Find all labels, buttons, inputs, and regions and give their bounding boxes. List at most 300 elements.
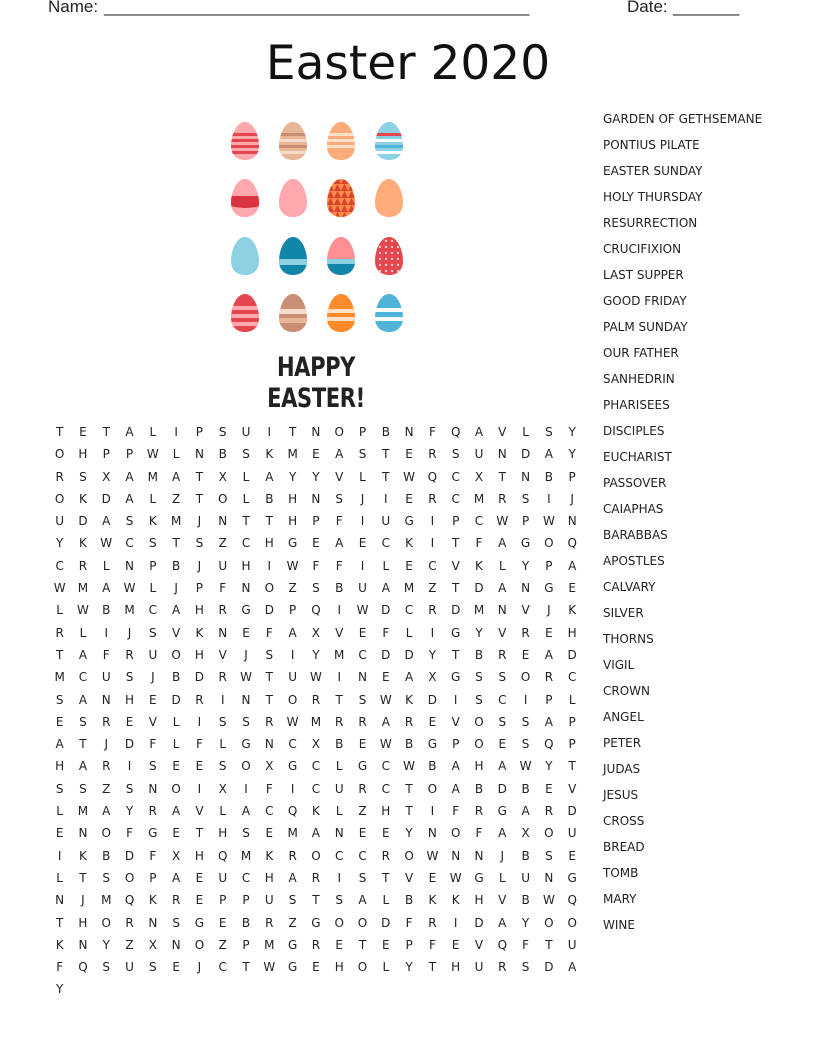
grid-letter[interactable]: I xyxy=(430,625,435,640)
grid-letter[interactable]: N xyxy=(404,425,414,439)
grid-letter[interactable]: R xyxy=(265,714,274,729)
grid-letter[interactable]: A xyxy=(568,558,577,573)
grid-letter[interactable]: S xyxy=(242,826,250,841)
grid-letter[interactable]: X xyxy=(148,937,157,952)
grid-letter[interactable]: N xyxy=(55,893,65,908)
grid-letter[interactable]: M xyxy=(473,603,485,618)
grid-letter[interactable]: H xyxy=(451,960,461,975)
grid-letter[interactable]: R xyxy=(171,893,181,908)
grid-letter[interactable]: F xyxy=(265,781,273,796)
grid-letter[interactable]: S xyxy=(545,848,553,863)
grid-letter[interactable]: R xyxy=(311,870,321,885)
grid-letter[interactable]: L xyxy=(219,737,227,752)
grid-letter[interactable]: D xyxy=(381,603,391,618)
grid-letter[interactable]: C xyxy=(451,491,460,506)
grid-letter[interactable]: W xyxy=(286,714,299,729)
grid-letter[interactable]: X xyxy=(311,737,321,752)
grid-letter[interactable]: I xyxy=(337,603,341,618)
grid-letter[interactable]: A xyxy=(311,826,321,841)
grid-letter[interactable]: R xyxy=(474,804,484,819)
grid-letter[interactable]: E xyxy=(545,781,553,796)
grid-letter[interactable]: Z xyxy=(358,804,367,819)
grid-letter[interactable]: P xyxy=(288,603,297,618)
grid-letter[interactable]: A xyxy=(125,425,134,439)
grid-letter[interactable]: N xyxy=(194,447,204,462)
grid-letter[interactable]: T xyxy=(568,759,576,774)
grid-letter[interactable]: N xyxy=(497,447,507,462)
grid-letter[interactable]: S xyxy=(242,447,250,462)
grid-letter[interactable]: N xyxy=(241,692,251,707)
grid-letter[interactable]: K xyxy=(195,625,204,640)
grid-letter[interactable]: I xyxy=(197,714,202,729)
grid-letter[interactable]: D xyxy=(497,781,507,796)
grid-letter[interactable]: T xyxy=(102,425,110,439)
grid-letter[interactable]: C xyxy=(381,536,390,551)
grid-letter[interactable]: L xyxy=(498,558,506,573)
grid-letter[interactable]: R xyxy=(404,714,414,729)
grid-letter[interactable]: H xyxy=(218,826,228,841)
grid-letter[interactable]: N xyxy=(78,826,88,841)
grid-letter[interactable]: T xyxy=(195,469,204,484)
grid-letter[interactable]: T xyxy=(452,581,460,596)
grid-letter[interactable]: O xyxy=(241,759,251,774)
grid-letter[interactable]: X xyxy=(218,781,227,796)
grid-letter[interactable]: A xyxy=(521,804,530,819)
grid-letter[interactable]: E xyxy=(405,558,413,573)
grid-letter[interactable]: O xyxy=(357,915,368,930)
grid-letter[interactable]: P xyxy=(102,447,110,462)
grid-letter[interactable]: L xyxy=(149,581,157,596)
grid-letter[interactable]: D xyxy=(451,603,461,618)
grid-letter[interactable]: D xyxy=(427,692,438,707)
grid-letter[interactable]: O xyxy=(520,670,531,685)
grid-letter[interactable]: R xyxy=(335,714,344,729)
grid-letter[interactable]: E xyxy=(358,826,367,841)
grid-letter[interactable]: A xyxy=(498,759,507,774)
grid-letter[interactable]: T xyxy=(335,692,343,707)
grid-letter[interactable]: B xyxy=(102,848,111,863)
grid-letter[interactable]: O xyxy=(54,491,65,506)
grid-letter[interactable]: T xyxy=(452,536,460,551)
grid-letter[interactable]: N xyxy=(451,848,461,863)
grid-letter[interactable]: A xyxy=(172,603,181,618)
grid-letter[interactable]: J xyxy=(151,670,155,685)
grid-letter[interactable]: E xyxy=(218,915,227,930)
grid-letter[interactable]: S xyxy=(172,915,180,930)
grid-letter[interactable]: H xyxy=(288,491,298,506)
grid-letter[interactable]: M xyxy=(287,826,298,841)
grid-letter[interactable]: R xyxy=(288,848,297,863)
grid-letter[interactable]: S xyxy=(498,714,507,729)
grid-letter[interactable]: S xyxy=(358,447,367,462)
grid-letter[interactable]: S xyxy=(335,491,344,506)
grid-letter[interactable]: M xyxy=(334,647,345,662)
grid-letter[interactable]: V xyxy=(148,714,157,729)
grid-letter[interactable]: E xyxy=(358,625,367,640)
grid-letter[interactable]: H xyxy=(241,558,251,573)
grid-letter[interactable]: L xyxy=(149,425,157,439)
grid-letter[interactable]: K xyxy=(475,558,483,573)
grid-letter[interactable]: S xyxy=(498,670,507,685)
grid-letter[interactable]: Z xyxy=(428,581,437,596)
grid-letter[interactable]: A xyxy=(265,469,274,484)
grid-letter[interactable]: A xyxy=(102,581,111,596)
grid-letter[interactable]: E xyxy=(358,737,367,752)
grid-letter[interactable]: A xyxy=(381,714,390,729)
grid-letter[interactable]: V xyxy=(404,870,414,885)
grid-letter[interactable]: S xyxy=(521,714,530,729)
grid-letter[interactable]: H xyxy=(194,603,204,618)
grid-letter[interactable]: V xyxy=(521,603,530,618)
grid-letter[interactable]: C xyxy=(265,804,274,819)
grid-letter[interactable]: G xyxy=(287,536,298,551)
grid-letter[interactable]: M xyxy=(264,937,275,952)
grid-letter[interactable]: P xyxy=(242,893,250,908)
grid-letter[interactable]: R xyxy=(498,960,507,975)
grid-letter[interactable]: T xyxy=(195,826,204,841)
grid-letter[interactable]: N xyxy=(241,581,251,596)
grid-letter[interactable]: T xyxy=(288,425,297,439)
grid-letter[interactable]: E xyxy=(55,714,64,729)
grid-letter[interactable]: L xyxy=(149,491,157,506)
grid-letter[interactable]: B xyxy=(335,581,344,596)
grid-letter[interactable]: Y xyxy=(405,960,413,975)
grid-letter[interactable]: D xyxy=(520,447,531,462)
grid-letter[interactable]: Z xyxy=(102,781,111,796)
grid-letter[interactable]: C xyxy=(311,759,321,774)
grid-letter[interactable]: P xyxy=(405,937,413,952)
grid-letter[interactable]: V xyxy=(451,558,460,573)
grid-letter[interactable]: P xyxy=(195,581,204,596)
grid-letter[interactable]: G xyxy=(357,759,368,774)
grid-letter[interactable]: T xyxy=(55,915,64,930)
grid-letter[interactable]: E xyxy=(312,536,320,551)
grid-letter[interactable]: B xyxy=(218,447,227,462)
grid-letter[interactable]: E xyxy=(335,937,343,952)
grid-letter[interactable]: H xyxy=(194,647,204,662)
grid-letter[interactable]: X xyxy=(102,469,111,484)
grid-letter[interactable]: S xyxy=(312,581,320,596)
grid-letter[interactable]: D xyxy=(544,960,554,975)
grid-letter[interactable]: M xyxy=(170,514,182,529)
grid-letter[interactable]: R xyxy=(428,447,437,462)
grid-letter[interactable]: S xyxy=(545,425,553,439)
grid-letter[interactable]: T xyxy=(452,647,460,662)
grid-letter[interactable]: S xyxy=(149,759,157,774)
grid-letter[interactable]: O xyxy=(264,581,275,596)
grid-letter[interactable]: W xyxy=(379,737,392,752)
grid-letter[interactable]: P xyxy=(358,425,367,439)
grid-letter[interactable]: Z xyxy=(288,581,297,596)
grid-letter[interactable]: E xyxy=(172,759,180,774)
grid-letter[interactable]: D xyxy=(194,670,205,685)
grid-letter[interactable]: M xyxy=(473,491,485,506)
grid-letter[interactable]: Q xyxy=(497,937,508,952)
grid-letter[interactable]: T xyxy=(242,960,250,975)
grid-letter[interactable]: T xyxy=(498,469,506,484)
grid-letter[interactable]: S xyxy=(149,536,157,551)
grid-letter[interactable]: B xyxy=(474,647,484,662)
grid-letter[interactable]: W xyxy=(240,670,252,685)
grid-letter[interactable]: L xyxy=(405,625,413,640)
grid-letter[interactable]: W xyxy=(77,603,89,618)
grid-letter[interactable]: A xyxy=(78,759,88,774)
grid-letter[interactable]: E xyxy=(55,826,64,841)
grid-letter[interactable]: R xyxy=(544,670,554,685)
grid-letter[interactable]: O xyxy=(474,714,484,729)
grid-letter[interactable]: J xyxy=(244,647,248,662)
grid-letter[interactable]: H xyxy=(264,536,274,551)
grid-letter[interactable]: R xyxy=(358,714,367,729)
grid-letter[interactable]: M xyxy=(287,447,298,462)
grid-letter[interactable]: H xyxy=(78,915,88,930)
grid-letter[interactable]: S xyxy=(265,647,274,662)
grid-letter[interactable]: I xyxy=(290,647,295,662)
grid-letter[interactable]: Y xyxy=(568,447,576,462)
grid-letter[interactable]: I xyxy=(360,514,365,529)
grid-letter[interactable]: R xyxy=(55,625,64,640)
grid-letter[interactable]: V xyxy=(498,425,507,439)
grid-letter[interactable]: L xyxy=(382,558,390,573)
grid-letter[interactable]: K xyxy=(405,536,414,551)
grid-letter[interactable]: W xyxy=(356,603,369,618)
grid-letter[interactable]: V xyxy=(335,625,344,640)
grid-letter[interactable]: I xyxy=(430,536,435,551)
grid-letter[interactable]: Q xyxy=(567,536,577,551)
grid-letter[interactable]: B xyxy=(521,893,530,908)
grid-letter[interactable]: W xyxy=(403,759,416,774)
grid-letter[interactable]: O xyxy=(544,915,554,930)
grid-letter[interactable]: G xyxy=(287,937,298,952)
grid-letter[interactable]: E xyxy=(382,937,390,952)
grid-letter[interactable]: I xyxy=(384,491,388,506)
grid-letter[interactable]: D xyxy=(381,647,391,662)
grid-letter[interactable]: U xyxy=(567,826,577,841)
grid-letter[interactable]: E xyxy=(568,581,576,596)
grid-letter[interactable]: M xyxy=(77,804,89,819)
grid-letter[interactable]: Q xyxy=(450,425,461,439)
grid-letter[interactable]: C xyxy=(125,536,134,551)
grid-letter[interactable]: H xyxy=(474,893,484,908)
grid-letter[interactable]: V xyxy=(335,469,344,484)
grid-letter[interactable]: Y xyxy=(55,536,64,551)
grid-letter[interactable]: N xyxy=(427,826,437,841)
grid-letter[interactable]: I xyxy=(127,759,132,774)
grid-letter[interactable]: U xyxy=(55,514,65,529)
grid-letter[interactable]: S xyxy=(218,425,227,439)
grid-letter[interactable]: O xyxy=(544,536,554,551)
grid-letter[interactable]: F xyxy=(149,848,157,863)
grid-letter[interactable]: L xyxy=(335,804,343,819)
grid-letter[interactable]: S xyxy=(55,781,64,796)
grid-letter[interactable]: R xyxy=(125,915,134,930)
grid-letter[interactable]: S xyxy=(195,536,204,551)
grid-letter[interactable]: S xyxy=(335,893,344,908)
grid-letter[interactable]: D xyxy=(567,804,577,819)
grid-letter[interactable]: N xyxy=(544,870,554,885)
grid-letter[interactable]: T xyxy=(79,737,87,752)
grid-letter[interactable]: G xyxy=(148,826,158,841)
grid-letter[interactable]: W xyxy=(542,514,555,529)
grid-letter[interactable]: C xyxy=(474,514,484,529)
grid-letter[interactable]: A xyxy=(78,647,88,662)
grid-letter[interactable]: W xyxy=(286,558,299,573)
grid-letter[interactable]: C xyxy=(381,759,390,774)
grid-letter[interactable]: O xyxy=(171,781,181,796)
grid-letter[interactable]: C xyxy=(288,737,297,752)
grid-letter[interactable]: P xyxy=(149,558,157,573)
grid-letter[interactable]: B xyxy=(428,759,437,774)
grid-letter[interactable]: W xyxy=(519,759,532,774)
grid-letter[interactable]: Q xyxy=(311,603,321,618)
grid-letter[interactable]: P xyxy=(312,514,320,529)
grid-letter[interactable]: Q xyxy=(567,893,577,908)
grid-letter[interactable]: A xyxy=(241,804,251,819)
grid-letter[interactable]: M xyxy=(403,581,415,596)
grid-letter[interactable]: Y xyxy=(55,982,64,997)
grid-letter[interactable]: E xyxy=(545,625,553,640)
grid-letter[interactable]: T xyxy=(195,491,204,506)
grid-letter[interactable]: F xyxy=(522,937,530,952)
grid-letter[interactable]: S xyxy=(79,781,87,796)
grid-letter[interactable]: F xyxy=(56,960,64,975)
grid-letter[interactable]: K xyxy=(265,447,274,462)
grid-letter[interactable]: C xyxy=(335,848,344,863)
grid-letter[interactable]: S xyxy=(125,781,134,796)
grid-letter[interactable]: D xyxy=(264,603,274,618)
grid-letter[interactable]: D xyxy=(567,647,577,662)
grid-letter[interactable]: S xyxy=(218,759,227,774)
grid-letter[interactable]: S xyxy=(358,870,367,885)
grid-letter[interactable]: O xyxy=(171,647,181,662)
grid-letter[interactable]: A xyxy=(55,737,64,752)
grid-letter[interactable]: E xyxy=(568,848,576,863)
grid-letter[interactable]: F xyxy=(195,737,203,752)
grid-letter[interactable]: F xyxy=(428,937,436,952)
grid-letter[interactable]: B xyxy=(102,603,111,618)
grid-letter[interactable]: E xyxy=(312,447,320,462)
grid-letter[interactable]: E xyxy=(382,670,390,685)
grid-letter[interactable]: C xyxy=(241,870,251,885)
grid-letter[interactable]: W xyxy=(146,447,159,462)
grid-letter[interactable]: I xyxy=(197,781,202,796)
grid-letter[interactable]: L xyxy=(219,804,227,819)
grid-letter[interactable]: G xyxy=(497,804,507,819)
grid-letter[interactable]: E xyxy=(195,759,204,774)
grid-letter[interactable]: O xyxy=(450,826,461,841)
grid-letter[interactable]: U xyxy=(358,581,367,596)
grid-letter[interactable]: S xyxy=(242,714,250,729)
grid-letter[interactable]: J xyxy=(81,893,85,908)
grid-letter[interactable]: X xyxy=(428,670,437,685)
grid-letter[interactable]: O xyxy=(567,915,577,930)
grid-letter[interactable]: R xyxy=(102,759,111,774)
grid-letter[interactable]: L xyxy=(172,714,180,729)
grid-letter[interactable]: N xyxy=(218,514,228,529)
grid-letter[interactable]: S xyxy=(218,714,227,729)
grid-letter[interactable]: A xyxy=(544,647,553,662)
grid-letter[interactable]: B xyxy=(544,469,553,484)
grid-letter[interactable]: U xyxy=(218,558,228,573)
grid-letter[interactable]: I xyxy=(337,870,341,885)
grid-letter[interactable]: A xyxy=(544,714,553,729)
grid-letter[interactable]: G xyxy=(474,870,484,885)
grid-letter[interactable]: J xyxy=(104,737,109,752)
grid-letter[interactable]: R xyxy=(55,469,64,484)
grid-letter[interactable]: O xyxy=(334,915,344,930)
grid-letter[interactable]: R xyxy=(498,491,507,506)
grid-letter[interactable]: O xyxy=(404,848,414,863)
grid-letter[interactable]: T xyxy=(382,469,390,484)
grid-letter[interactable]: N xyxy=(101,692,111,707)
grid-letter[interactable]: S xyxy=(125,514,134,529)
grid-letter[interactable]: T xyxy=(428,960,437,975)
grid-letter[interactable]: Y xyxy=(312,469,320,484)
grid-letter[interactable]: T xyxy=(265,514,273,529)
grid-letter[interactable]: N xyxy=(148,781,158,796)
grid-letter[interactable]: E xyxy=(382,826,390,841)
grid-letter[interactable]: F xyxy=(312,558,320,573)
grid-letter[interactable]: S xyxy=(149,625,157,640)
grid-letter[interactable]: K xyxy=(79,491,87,506)
grid-letter[interactable]: B xyxy=(381,425,390,439)
grid-letter[interactable]: U xyxy=(474,960,484,975)
grid-letter[interactable]: P xyxy=(545,558,553,573)
grid-letter[interactable]: I xyxy=(453,692,458,707)
grid-letter[interactable]: K xyxy=(451,893,460,908)
grid-letter[interactable]: F xyxy=(126,826,133,841)
grid-letter[interactable]: O xyxy=(474,737,484,752)
grid-letter[interactable]: O xyxy=(427,781,438,796)
grid-letter[interactable]: A xyxy=(102,514,111,529)
grid-letter[interactable]: L xyxy=(172,447,180,462)
grid-letter[interactable]: F xyxy=(219,581,227,596)
grid-letter[interactable]: J xyxy=(127,625,132,640)
grid-letter[interactable]: S xyxy=(521,491,530,506)
grid-letter[interactable]: K xyxy=(405,692,414,707)
grid-letter[interactable]: D xyxy=(124,737,135,752)
grid-letter[interactable]: L xyxy=(242,469,250,484)
grid-letter[interactable]: W xyxy=(263,960,276,975)
grid-letter[interactable]: I xyxy=(453,915,458,930)
grid-letter[interactable]: V xyxy=(218,647,227,662)
grid-letter[interactable]: P xyxy=(195,425,204,439)
grid-letter[interactable]: D xyxy=(474,915,484,930)
grid-letter[interactable]: O xyxy=(101,915,111,930)
grid-letter[interactable]: B xyxy=(521,848,530,863)
grid-letter[interactable]: O xyxy=(287,692,298,707)
grid-letter[interactable]: V xyxy=(451,714,460,729)
grid-letter[interactable]: L xyxy=(498,870,506,885)
grid-letter[interactable]: X xyxy=(521,826,530,841)
grid-letter[interactable]: H xyxy=(55,759,65,774)
grid-letter[interactable]: A xyxy=(544,447,553,462)
grid-letter[interactable]: Y xyxy=(312,647,320,662)
grid-letter[interactable]: K xyxy=(148,893,157,908)
grid-letter[interactable]: S xyxy=(475,692,483,707)
grid-letter[interactable]: J xyxy=(570,491,574,506)
grid-letter[interactable]: Q xyxy=(427,469,438,484)
grid-letter[interactable]: L xyxy=(568,692,576,707)
grid-letter[interactable]: E xyxy=(79,425,87,439)
grid-letter[interactable]: F xyxy=(475,536,483,551)
grid-letter[interactable]: Q xyxy=(544,737,554,752)
grid-letter[interactable]: Y xyxy=(405,826,413,841)
grid-letter[interactable]: S xyxy=(102,870,111,885)
grid-letter[interactable]: A xyxy=(172,870,181,885)
grid-letter[interactable]: L xyxy=(56,603,63,618)
grid-letter[interactable]: T xyxy=(382,447,390,462)
